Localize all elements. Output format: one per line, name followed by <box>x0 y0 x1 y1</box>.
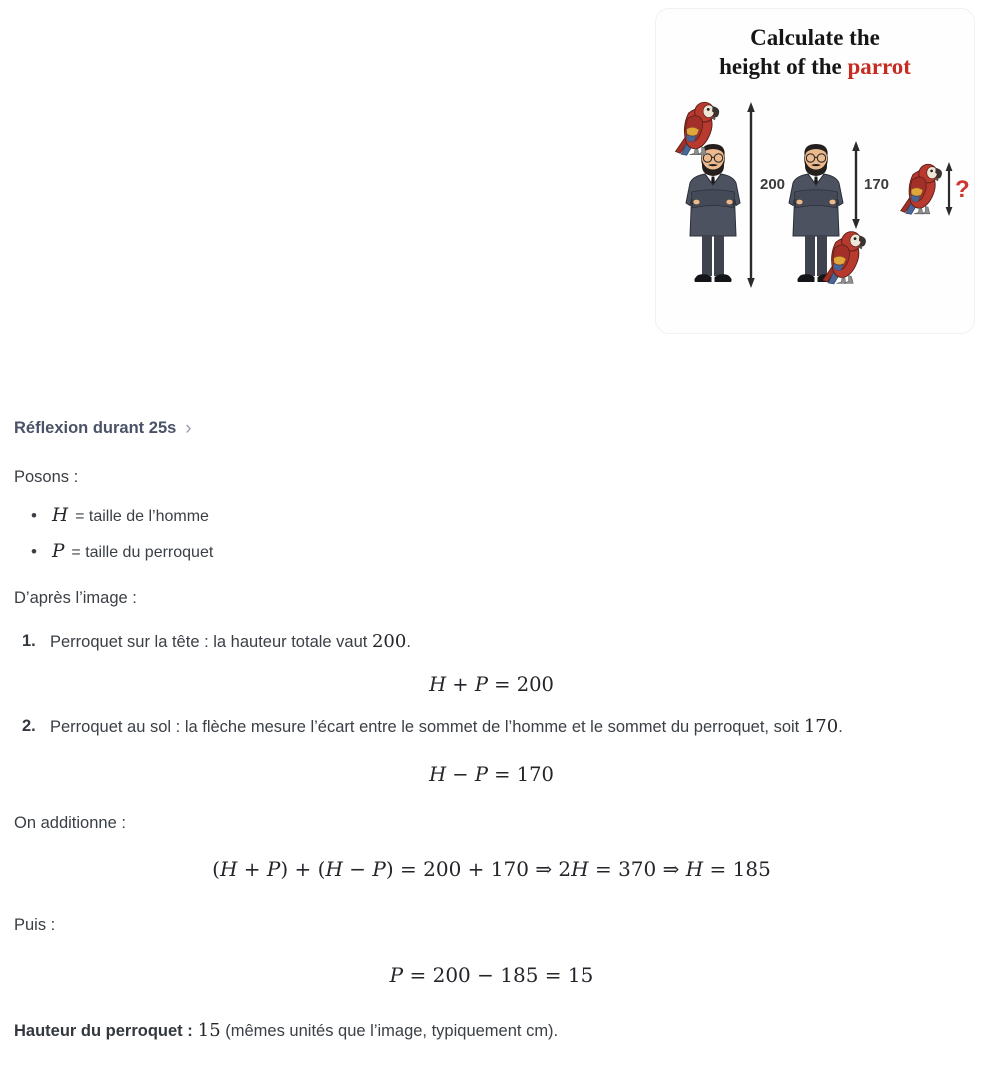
conclusion-bold: Hauteur du perroquet : <box>14 1022 193 1040</box>
step-number: 2. <box>22 717 36 735</box>
inline-math-15: 15 <box>197 1020 221 1041</box>
puzzle-title-highlight: parrot <box>847 54 911 79</box>
parrot-on-ground-icon <box>823 232 866 284</box>
step-text: Perroquet sur la tête : la hauteur totale vaut 200. <box>50 631 411 652</box>
label-question-mark: ? <box>955 176 970 203</box>
equation-result: P = 200 − 185 = 15 <box>389 963 594 987</box>
puzzle-title <box>656 23 974 81</box>
then-label: Puis : <box>14 916 56 934</box>
conclusion-text: Hauteur du perroquet : 15 (mêmes unités que l’image, typiquement cm). <box>14 1020 559 1041</box>
label-170: 170 <box>864 176 890 193</box>
equation-sum: H + P = 200 <box>429 673 554 696</box>
parrot-unknown-icon <box>901 164 942 214</box>
step-number: 1. <box>22 632 36 650</box>
height-arrow-unknown <box>946 162 953 216</box>
puzzle-title-line2: height of the parrot <box>719 54 911 79</box>
math-var-P: • P <box>51 541 65 562</box>
step-text: Perroquet au sol : la flèche mesure l’écart entre le sommet de l’homme et le sommet du perroquet, soit 170. <box>50 716 843 737</box>
equation-difference: H − P = 170 <box>429 763 554 786</box>
numbered-step-2 <box>22 711 969 743</box>
assistant-message <box>0 419 993 1044</box>
definition-text: = taille de l’homme <box>75 508 209 525</box>
height-arrow-170 <box>852 141 860 229</box>
puzzle-title-line1: Calculate the <box>750 25 880 50</box>
equation-addition: (H + P) + (H − P) = 200 + 170 ⇒ 2H = 370 ⇒ H = 185 <box>212 857 771 881</box>
intro-text: Posons : <box>14 468 79 486</box>
height-arrow-200 <box>747 102 755 288</box>
definition-list <box>31 503 969 566</box>
man-figure-left <box>686 144 740 282</box>
inline-math-170: 170 <box>803 716 839 737</box>
chevron-right-icon: › <box>185 417 192 439</box>
thinking-label: Réflexion durant 25s <box>14 419 177 437</box>
list-item <box>31 503 969 530</box>
user-message-row <box>0 0 993 334</box>
numbered-step-1 <box>22 626 969 658</box>
puzzle-illustration <box>656 87 975 309</box>
thinking-toggle[interactable] <box>14 419 192 438</box>
add-label: On additionne : <box>14 814 126 832</box>
definition-text: = taille du perroquet <box>71 544 214 561</box>
math-var-H: • H <box>51 505 69 526</box>
inline-math-200: 200 <box>371 631 407 652</box>
list-item <box>31 539 969 566</box>
attached-image[interactable] <box>655 8 975 334</box>
label-200: 200 <box>760 176 786 193</box>
from-image-text: D’après l’image : <box>14 589 137 607</box>
